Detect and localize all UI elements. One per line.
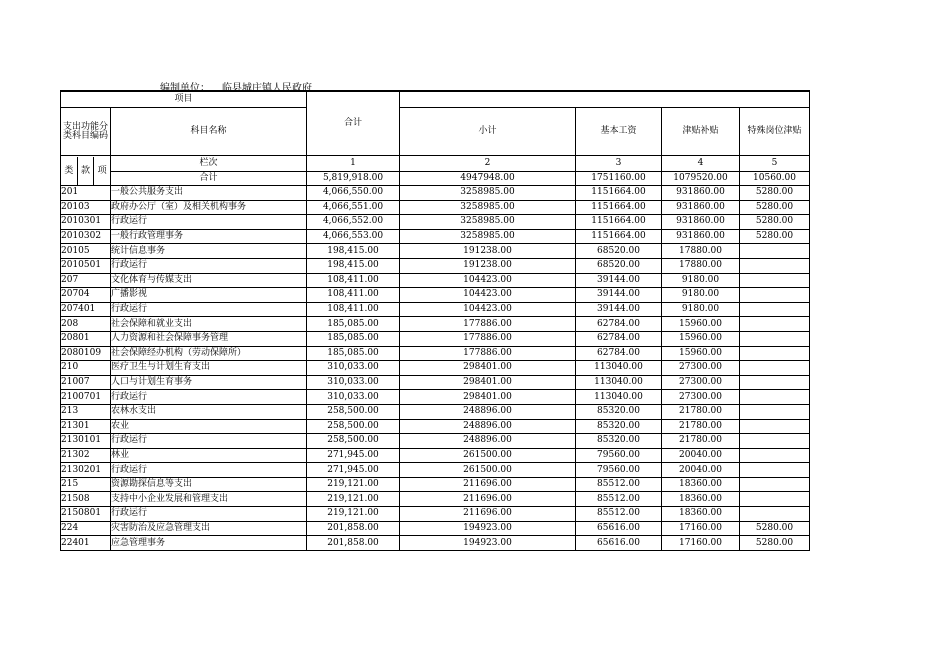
row-value-3: 18360.00 [662, 507, 740, 522]
table-row [61, 492, 810, 507]
row-value-4 [740, 258, 810, 273]
row-value-0: 198,415.00 [307, 258, 400, 273]
compiling-unit-value: 临县城庄镇人民政府 [222, 83, 312, 94]
table-row [61, 375, 810, 390]
header-func-code: 支出功能分类科目编码 [61, 108, 111, 156]
row-value-0: 4,066,552.00 [307, 215, 400, 230]
row-subject-name: 行政运行 [111, 507, 307, 522]
row-value-4: 5280.00 [740, 521, 810, 536]
row-value-0: 185,085.00 [307, 331, 400, 346]
row-code: 20801 [61, 331, 111, 346]
row-value-0: 108,411.00 [307, 288, 400, 303]
row-value-3: 931860.00 [662, 200, 740, 215]
row-subject-name: 应急管理事务 [111, 536, 307, 551]
row-value-1: 177886.00 [400, 317, 576, 332]
col-num-2: 2 [400, 156, 576, 172]
table-row [61, 463, 810, 478]
row-value-3: 931860.00 [662, 229, 740, 244]
row-value-4 [740, 244, 810, 259]
table-row [61, 317, 810, 332]
row-value-2: 113040.00 [576, 375, 662, 390]
col-num-1: 1 [307, 156, 400, 172]
row-value-3: 21780.00 [662, 419, 740, 434]
row-code: 210 [61, 361, 111, 376]
total-value-1: 4947948.00 [400, 172, 576, 186]
row-value-0: 271,945.00 [307, 463, 400, 478]
row-value-3: 20040.00 [662, 463, 740, 478]
col-num-3: 3 [576, 156, 662, 172]
row-value-1: 191238.00 [400, 258, 576, 273]
row-value-2: 62784.00 [576, 331, 662, 346]
row-value-2: 1151664.00 [576, 229, 662, 244]
row-code: 21301 [61, 419, 111, 434]
row-code: 2010302 [61, 229, 111, 244]
row-code: 21508 [61, 492, 111, 507]
row-subject-name: 农林水支出 [111, 404, 307, 419]
row-value-1: 104423.00 [400, 288, 576, 303]
row-value-2: 85512.00 [576, 477, 662, 492]
row-code: 22401 [61, 536, 111, 551]
row-value-3: 931860.00 [662, 215, 740, 230]
row-value-4 [740, 507, 810, 522]
table-row [61, 244, 810, 259]
row-value-1: 261500.00 [400, 448, 576, 463]
table-row [61, 390, 810, 405]
row-value-4: 5280.00 [740, 215, 810, 230]
table-row [61, 361, 810, 376]
row-value-4 [740, 273, 810, 288]
row-value-2: 39144.00 [576, 288, 662, 303]
header-lei: 类 [61, 157, 78, 185]
total-value-0: 5,819,918.00 [307, 172, 400, 186]
row-value-3: 27300.00 [662, 390, 740, 405]
row-value-3: 15960.00 [662, 317, 740, 332]
row-value-1: 177886.00 [400, 331, 576, 346]
row-value-4 [740, 331, 810, 346]
row-value-2: 113040.00 [576, 361, 662, 376]
row-code: 21302 [61, 448, 111, 463]
row-value-2: 85320.00 [576, 434, 662, 449]
row-value-2: 85320.00 [576, 419, 662, 434]
table-row [61, 288, 810, 303]
row-value-4: 5280.00 [740, 186, 810, 201]
row-value-1: 211696.00 [400, 507, 576, 522]
row-value-0: 258,500.00 [307, 419, 400, 434]
row-value-3: 21780.00 [662, 404, 740, 419]
row-subject-name: 行政运行 [111, 463, 307, 478]
header-blank [400, 91, 810, 108]
row-code: 20704 [61, 288, 111, 303]
row-code: 2010501 [61, 258, 111, 273]
header-basic-wage: 基本工资 [576, 108, 662, 156]
row-value-1: 248896.00 [400, 404, 576, 419]
col-num-4: 4 [662, 156, 740, 172]
row-value-0: 108,411.00 [307, 302, 400, 317]
row-value-4 [740, 346, 810, 361]
row-subject-name: 农业 [111, 419, 307, 434]
row-value-4 [740, 361, 810, 376]
table-row [61, 302, 810, 317]
row-subject-name: 社会保障经办机构（劳动保障所） [111, 346, 307, 361]
row-value-3: 21780.00 [662, 434, 740, 449]
row-code: 213 [61, 404, 111, 419]
row-value-2: 65616.00 [576, 536, 662, 551]
row-code: 2130201 [61, 463, 111, 478]
row-value-4: 5280.00 [740, 200, 810, 215]
row-value-2: 68520.00 [576, 258, 662, 273]
row-value-2: 39144.00 [576, 273, 662, 288]
row-code: 2130101 [61, 434, 111, 449]
row-value-4 [740, 317, 810, 332]
row-subject-name: 统计信息事务 [111, 244, 307, 259]
row-value-0: 201,858.00 [307, 521, 400, 536]
row-value-1: 194923.00 [400, 536, 576, 551]
row-subject-name: 广播影视 [111, 288, 307, 303]
table-row [61, 346, 810, 361]
table-row [61, 507, 810, 522]
row-value-2: 62784.00 [576, 317, 662, 332]
row-value-3: 17880.00 [662, 244, 740, 259]
row-value-4 [740, 448, 810, 463]
row-code: 2080109 [61, 346, 111, 361]
row-value-2: 68520.00 [576, 244, 662, 259]
header-kuan: 款 [78, 157, 95, 185]
table-row [61, 477, 810, 492]
row-value-1: 3258985.00 [400, 215, 576, 230]
row-value-0: 310,033.00 [307, 361, 400, 376]
total-value-2: 1751160.00 [576, 172, 662, 186]
row-subject-name: 文化体育与传媒支出 [111, 273, 307, 288]
row-value-1: 261500.00 [400, 463, 576, 478]
row-value-4 [740, 477, 810, 492]
row-value-2: 85512.00 [576, 507, 662, 522]
header-lei-kuan-xiang [61, 156, 111, 186]
row-value-2: 113040.00 [576, 390, 662, 405]
row-value-1: 248896.00 [400, 434, 576, 449]
row-value-4: 5280.00 [740, 536, 810, 551]
row-subject-name: 灾害防治及应急管理支出 [111, 521, 307, 536]
row-value-0: 258,500.00 [307, 404, 400, 419]
row-subject-name: 行政运行 [111, 215, 307, 230]
table-row [61, 434, 810, 449]
row-value-1: 194923.00 [400, 521, 576, 536]
table-row [61, 258, 810, 273]
row-value-4 [740, 434, 810, 449]
row-value-1: 211696.00 [400, 492, 576, 507]
row-value-2: 1151664.00 [576, 215, 662, 230]
table-row [61, 419, 810, 434]
row-value-1: 3258985.00 [400, 186, 576, 201]
table-row [61, 404, 810, 419]
header-subtotal: 小计 [400, 108, 576, 156]
table-row [61, 273, 810, 288]
row-code: 20105 [61, 244, 111, 259]
row-value-3: 15960.00 [662, 331, 740, 346]
row-value-2: 85512.00 [576, 492, 662, 507]
row-subject-name: 社会保障和就业支出 [111, 317, 307, 332]
row-value-0: 108,411.00 [307, 273, 400, 288]
row-subject-name: 医疗卫生与计划生育支出 [111, 361, 307, 376]
row-value-0: 219,121.00 [307, 492, 400, 507]
row-value-1: 298401.00 [400, 375, 576, 390]
row-subject-name: 林业 [111, 448, 307, 463]
header-xiang: 项 [97, 165, 107, 176]
row-value-4 [740, 404, 810, 419]
row-value-1: 298401.00 [400, 390, 576, 405]
row-value-1: 177886.00 [400, 346, 576, 361]
row-value-3: 27300.00 [662, 375, 740, 390]
header-lanci: 栏次 [111, 156, 307, 172]
row-value-3: 9180.00 [662, 302, 740, 317]
row-value-2: 79560.00 [576, 448, 662, 463]
row-value-2: 62784.00 [576, 346, 662, 361]
row-value-0: 185,085.00 [307, 317, 400, 332]
row-value-3: 17880.00 [662, 258, 740, 273]
row-subject-name: 行政运行 [111, 302, 307, 317]
header-subject-name: 科目名称 [111, 108, 307, 156]
row-value-3: 9180.00 [662, 288, 740, 303]
row-value-0: 310,033.00 [307, 375, 400, 390]
row-value-1: 104423.00 [400, 302, 576, 317]
row-value-1: 211696.00 [400, 477, 576, 492]
total-value-4: 10560.00 [740, 172, 810, 186]
row-value-0: 258,500.00 [307, 434, 400, 449]
col-num-5: 5 [740, 156, 810, 172]
row-value-3: 9180.00 [662, 273, 740, 288]
row-value-2: 39144.00 [576, 302, 662, 317]
table-row [61, 229, 810, 244]
row-value-4 [740, 419, 810, 434]
table-row [61, 521, 810, 536]
row-value-4 [740, 463, 810, 478]
row-subject-name: 行政运行 [111, 434, 307, 449]
row-value-0: 4,066,550.00 [307, 186, 400, 201]
row-value-3: 18360.00 [662, 477, 740, 492]
table-row [61, 536, 810, 551]
row-value-2: 1151664.00 [576, 200, 662, 215]
row-subject-name: 人口与计划生育事务 [111, 375, 307, 390]
row-subject-name: 行政运行 [111, 390, 307, 405]
row-value-0: 4,066,551.00 [307, 200, 400, 215]
row-value-1: 298401.00 [400, 361, 576, 376]
row-value-2: 65616.00 [576, 521, 662, 536]
row-subject-name: 政府办公厅（室）及相关机构事务 [111, 200, 307, 215]
row-value-0: 271,945.00 [307, 448, 400, 463]
row-value-4 [740, 492, 810, 507]
row-value-4 [740, 375, 810, 390]
row-value-3: 18360.00 [662, 492, 740, 507]
row-code: 215 [61, 477, 111, 492]
row-code: 208 [61, 317, 111, 332]
total-row-label: 合计 [111, 172, 307, 186]
row-code: 2010301 [61, 215, 111, 230]
row-value-2: 79560.00 [576, 463, 662, 478]
row-subject-name: 支持中小企业发展和管理支出 [111, 492, 307, 507]
row-value-0: 4,066,553.00 [307, 229, 400, 244]
row-value-0: 219,121.00 [307, 507, 400, 522]
row-value-0: 185,085.00 [307, 346, 400, 361]
row-code: 2100701 [61, 390, 111, 405]
row-value-3: 27300.00 [662, 361, 740, 376]
table-row [61, 200, 810, 215]
row-value-1: 104423.00 [400, 273, 576, 288]
row-value-3: 931860.00 [662, 186, 740, 201]
table-row [61, 215, 810, 230]
total-value-3: 1079520.00 [662, 172, 740, 186]
row-code: 201 [61, 186, 111, 201]
row-value-4: 5280.00 [740, 229, 810, 244]
table-row [61, 448, 810, 463]
row-subject-name: 行政运行 [111, 258, 307, 273]
row-value-4 [740, 288, 810, 303]
budget-table [60, 90, 810, 551]
row-value-0: 198,415.00 [307, 244, 400, 259]
row-value-4 [740, 390, 810, 405]
row-value-1: 3258985.00 [400, 229, 576, 244]
row-value-0: 201,858.00 [307, 536, 400, 551]
row-value-3: 17160.00 [662, 521, 740, 536]
row-value-4 [740, 302, 810, 317]
row-subject-name: 一般公共服务支出 [111, 186, 307, 201]
row-value-2: 1151664.00 [576, 186, 662, 201]
row-value-0: 310,033.00 [307, 390, 400, 405]
row-value-3: 17160.00 [662, 536, 740, 551]
row-subject-name: 一般行政管理事务 [111, 229, 307, 244]
row-code: 207401 [61, 302, 111, 317]
row-value-2: 85320.00 [576, 404, 662, 419]
row-code: 21007 [61, 375, 111, 390]
row-subject-name: 人力资源和社会保障事务管理 [111, 331, 307, 346]
header-total: 合计 [307, 91, 400, 156]
row-code: 2150801 [61, 507, 111, 522]
row-code: 207 [61, 273, 111, 288]
row-value-3: 15960.00 [662, 346, 740, 361]
row-subject-name: 资源勘探信息等支出 [111, 477, 307, 492]
row-value-1: 191238.00 [400, 244, 576, 259]
header-allowance: 津贴补贴 [662, 108, 740, 156]
table-row [61, 331, 810, 346]
compiling-unit-label: 编制单位： [160, 83, 210, 94]
row-code: 20103 [61, 200, 111, 215]
header-special-allowance: 特殊岗位津贴 [740, 108, 810, 156]
row-value-0: 219,121.00 [307, 477, 400, 492]
row-code: 224 [61, 521, 111, 536]
row-value-3: 20040.00 [662, 448, 740, 463]
row-value-1: 248896.00 [400, 419, 576, 434]
table-row [61, 186, 810, 201]
row-value-1: 3258985.00 [400, 200, 576, 215]
header-project: 项目 [61, 91, 307, 108]
